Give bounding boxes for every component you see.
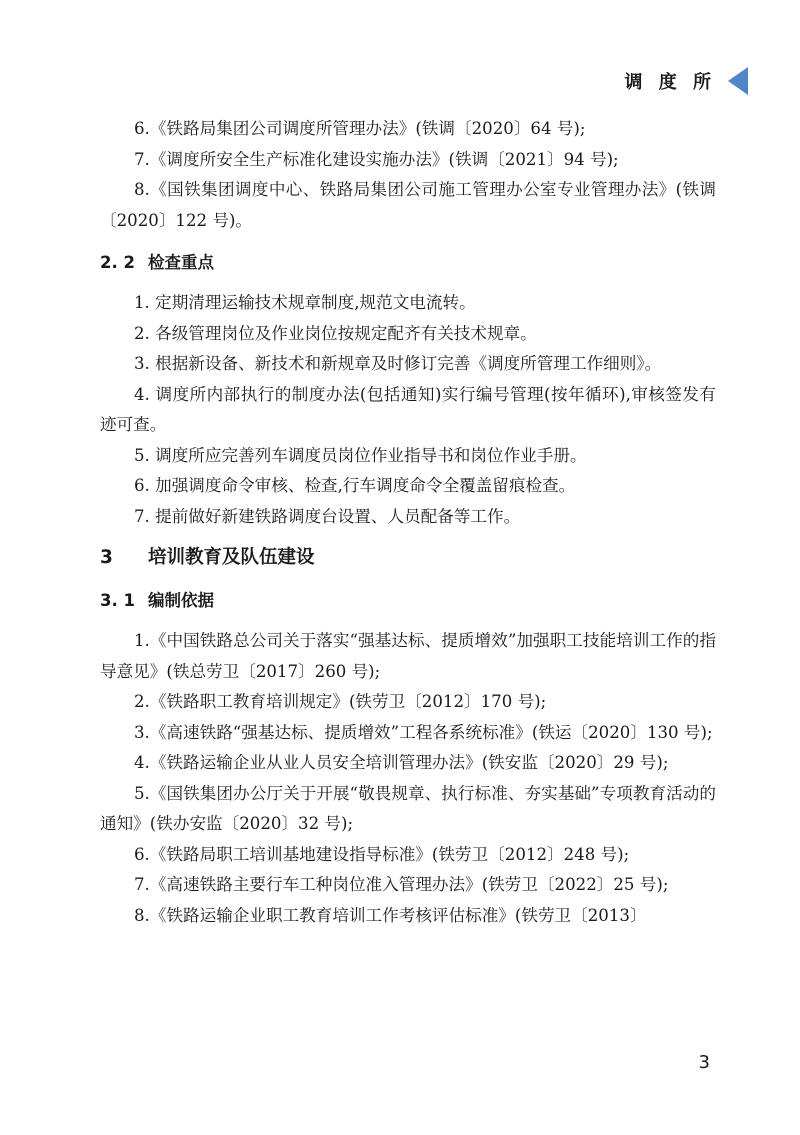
reference-item: 6.《铁路局职工培训基地建设指导标准》(铁劳卫〔2012〕248 号); [134,844,630,864]
reference-item: 1.《中国铁路总公司关于落实“强基达标、提质增效”加强职工技能培训工作的指导意见》(铁总劳卫〔2017〕260 号); [100,631,716,681]
section-heading-2-2 [100,248,716,278]
check-item: 6. 加强调度命令审核、检查,行车调度命令全覆盖留痕检查。 [134,476,576,495]
chapter-heading-3 [100,542,716,574]
reference-item: 5.《国铁集团办公厅关于开展“敬畏规章、执行标准、夯实基础”专项教育活动的通知》(铁办安监〔2020〕32 号); [100,783,716,833]
reference-item: 3.《高速铁路“强基达标、提质增效”工程各系统标准》(铁运〔2020〕130 号); [134,722,713,742]
header-title: 调 度 所 [624,72,716,93]
check-item: 4. 调度所内部执行的制度办法(包括通知)实行编号管理(按年循环),审核签发有迹可查。 [100,384,716,434]
section-number: 2. 2 [100,253,135,272]
section-heading-3-1 [100,586,716,616]
reference-item: 7.《调度所安全生产标准化建设实施办法》(铁调〔2021〕94 号); [134,149,619,169]
reference-item: 8.《国铁集团调度中心、铁路局集团公司施工管理办公室专业管理办法》(铁调〔2020〕122 号)。 [100,180,716,230]
reference-item: 4.《铁路运输企业从业人员安全培训管理办法》(铁安监〔2020〕29 号); [134,753,669,772]
page-body [100,114,716,931]
reference-item: 2.《铁路职工教育培训规定》(铁劳卫〔2012〕170 号); [134,692,547,711]
reference-item: 6.《铁路局集团公司调度所管理办法》(铁调〔2020〕64 号); [134,119,586,138]
reference-item: 7.《高速铁路主要行车工种岗位准入管理办法》(铁劳卫〔2022〕25 号); [134,875,669,894]
section-number: 3. 1 [100,591,135,610]
page-number: 3 [698,1052,710,1073]
check-item: 7. 提前做好新建铁路调度台设置、人员配备等工作。 [134,506,521,526]
chapter-number: 3 [100,547,113,568]
check-item: 2. 各级管理岗位及作业岗位按规定配齐有关技术规章。 [134,323,537,343]
check-item: 1. 定期清理运输技术规章制度,规范文电流转。 [134,293,476,312]
check-item: 5. 调度所应完善列车调度员岗位作业指导书和岗位作业手册。 [134,445,587,465]
running-header [624,66,748,96]
chapter-title: 培训教育及队伍建设 [148,547,315,568]
section-title: 编制依据 [148,591,214,610]
check-item: 3. 根据新设备、新技术和新规章及时修订完善《调度所管理工作细则》。 [134,354,662,373]
triangle-marker-icon [728,67,748,95]
section-title: 检查重点 [148,253,214,272]
reference-item: 8.《铁路运输企业职工教育培训工作考核评估标准》(铁劳卫〔2013〕 [134,905,647,925]
